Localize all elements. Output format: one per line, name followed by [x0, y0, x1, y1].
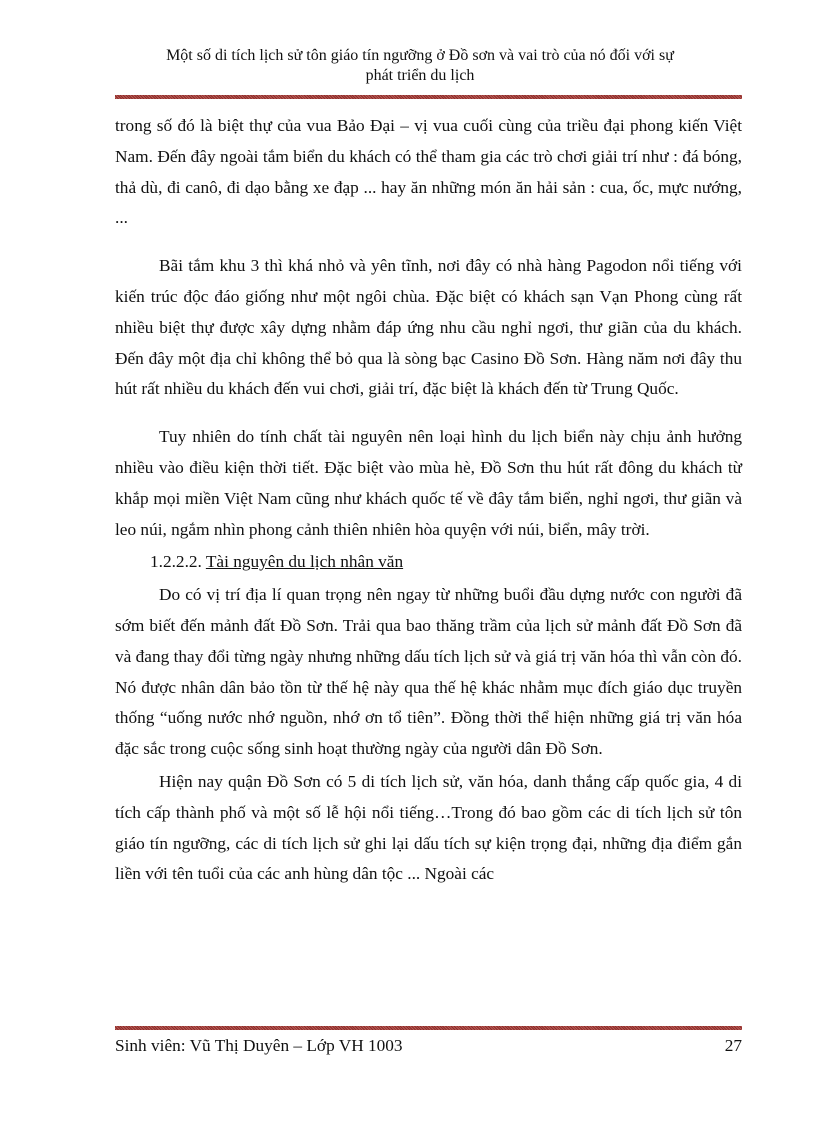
- paragraph-4: Do có vị trí địa lí quan trọng nên ngay từ những buổi đầu dựng nước con người đã sớm biết đến mảnh đất Đồ Sơn. Trải qua bao thăng trầm của lịch sử mảnh đất Đồ Sơn đã và đang thay đổi từng ngày nhưng những dấu tích lịch sử và giá trị văn hóa thì vẫn còn đó. Nó được nhân dân bảo tồn từ thế hệ này qua thế hệ khác nhằm mục đích giáo dục truyền thống “uống nước nhớ nguồn, nhớ ơn tổ tiên”. Đồng thời thể hiện những giá trị văn hóa đặc sắc trong cuộc sống sinh hoạt thường ngày của người dân Đồ Sơn.: [115, 585, 742, 759]
- header-title-line-2: phát triển du lịch: [365, 67, 475, 84]
- page-header: [100, 46, 740, 86]
- section-heading: [115, 547, 742, 578]
- section-title: Tài nguyên du lịch nhân văn: [205, 552, 404, 572]
- footer-student: Sinh viên: Vũ Thị Duyên – Lớp VH 1003: [115, 1036, 403, 1055]
- paragraph-3: Tuy nhiên do tính chất tài nguyên nên loại hình du lịch biển này chịu ảnh hưởng nhiều vào điều kiện thời tiết. Đặc biệt vào mùa hè, Đồ Sơn thu hút rất đông du khách từ khắp mọi miền Việt Nam cũng như khách quốc tế về đây tắm biển, nghỉ ngơi, thư giãn và leo núi, ngắm nhìn phong cảnh thiên nhiên hòa quyện với núi, biển, mây trời.: [115, 427, 742, 539]
- paragraph-1: trong số đó là biệt thự của vua Bảo Đại – vị vua cuối cùng của triều đại phong kiến Việt Nam. Đến đây ngoài tắm biển du khách có thể tham gia các trò chơi giải trí như : đá bóng, thả dù, đi canô, đi dạo bằng xe đạp ... hay ăn những món ăn hải sản : cua, ốc, mực nướng, ...: [115, 116, 742, 228]
- page-body: [115, 111, 742, 892]
- page-number: 27: [724, 1036, 742, 1055]
- section-number: 1.2.2.2.: [150, 552, 202, 572]
- paragraph-5: Hiện nay quận Đồ Sơn có 5 di tích lịch sử, văn hóa, danh thắng cấp quốc gia, 4 di tích cấp thành phố và một số lễ hội nổi tiếng…Trong đó bao gồm các di tích lịch sử tôn giáo tín ngưỡng, các di tích lịch sử ghi lại dấu tích sự kiện trọng đại, những địa điểm gắn liền với tên tuổi của các anh hùng dân tộc ... Ngoài các: [115, 771, 742, 884]
- paragraph-2: Bãi tắm khu 3 thì khá nhỏ và yên tĩnh, nơi đây có nhà hàng Pagodon nổi tiếng với kiến trúc độc đáo giống như một ngôi chùa. Đặc biệt có khách sạn Vạn Phong cùng rất nhiều biệt thự được xây dựng nhằm đáp ứng nhu cầu nghỉ ngơi, thư giãn của du khách. Đến đây một địa chỉ không thể bỏ qua là sòng bạc Casino Đồ Sơn. Hàng năm nơi đây thu hút rất nhiều du khách đến vui chơi, giải trí, đặc biệt là khách đến từ Trung Quốc.: [115, 256, 742, 399]
- header-divider: [115, 95, 742, 99]
- footer-divider: [115, 1026, 742, 1030]
- header-title-line-1: Một số di tích lịch sử tôn giáo tín ngưỡng ở Đồ sơn và vai trò của nó đối với sự: [166, 47, 674, 64]
